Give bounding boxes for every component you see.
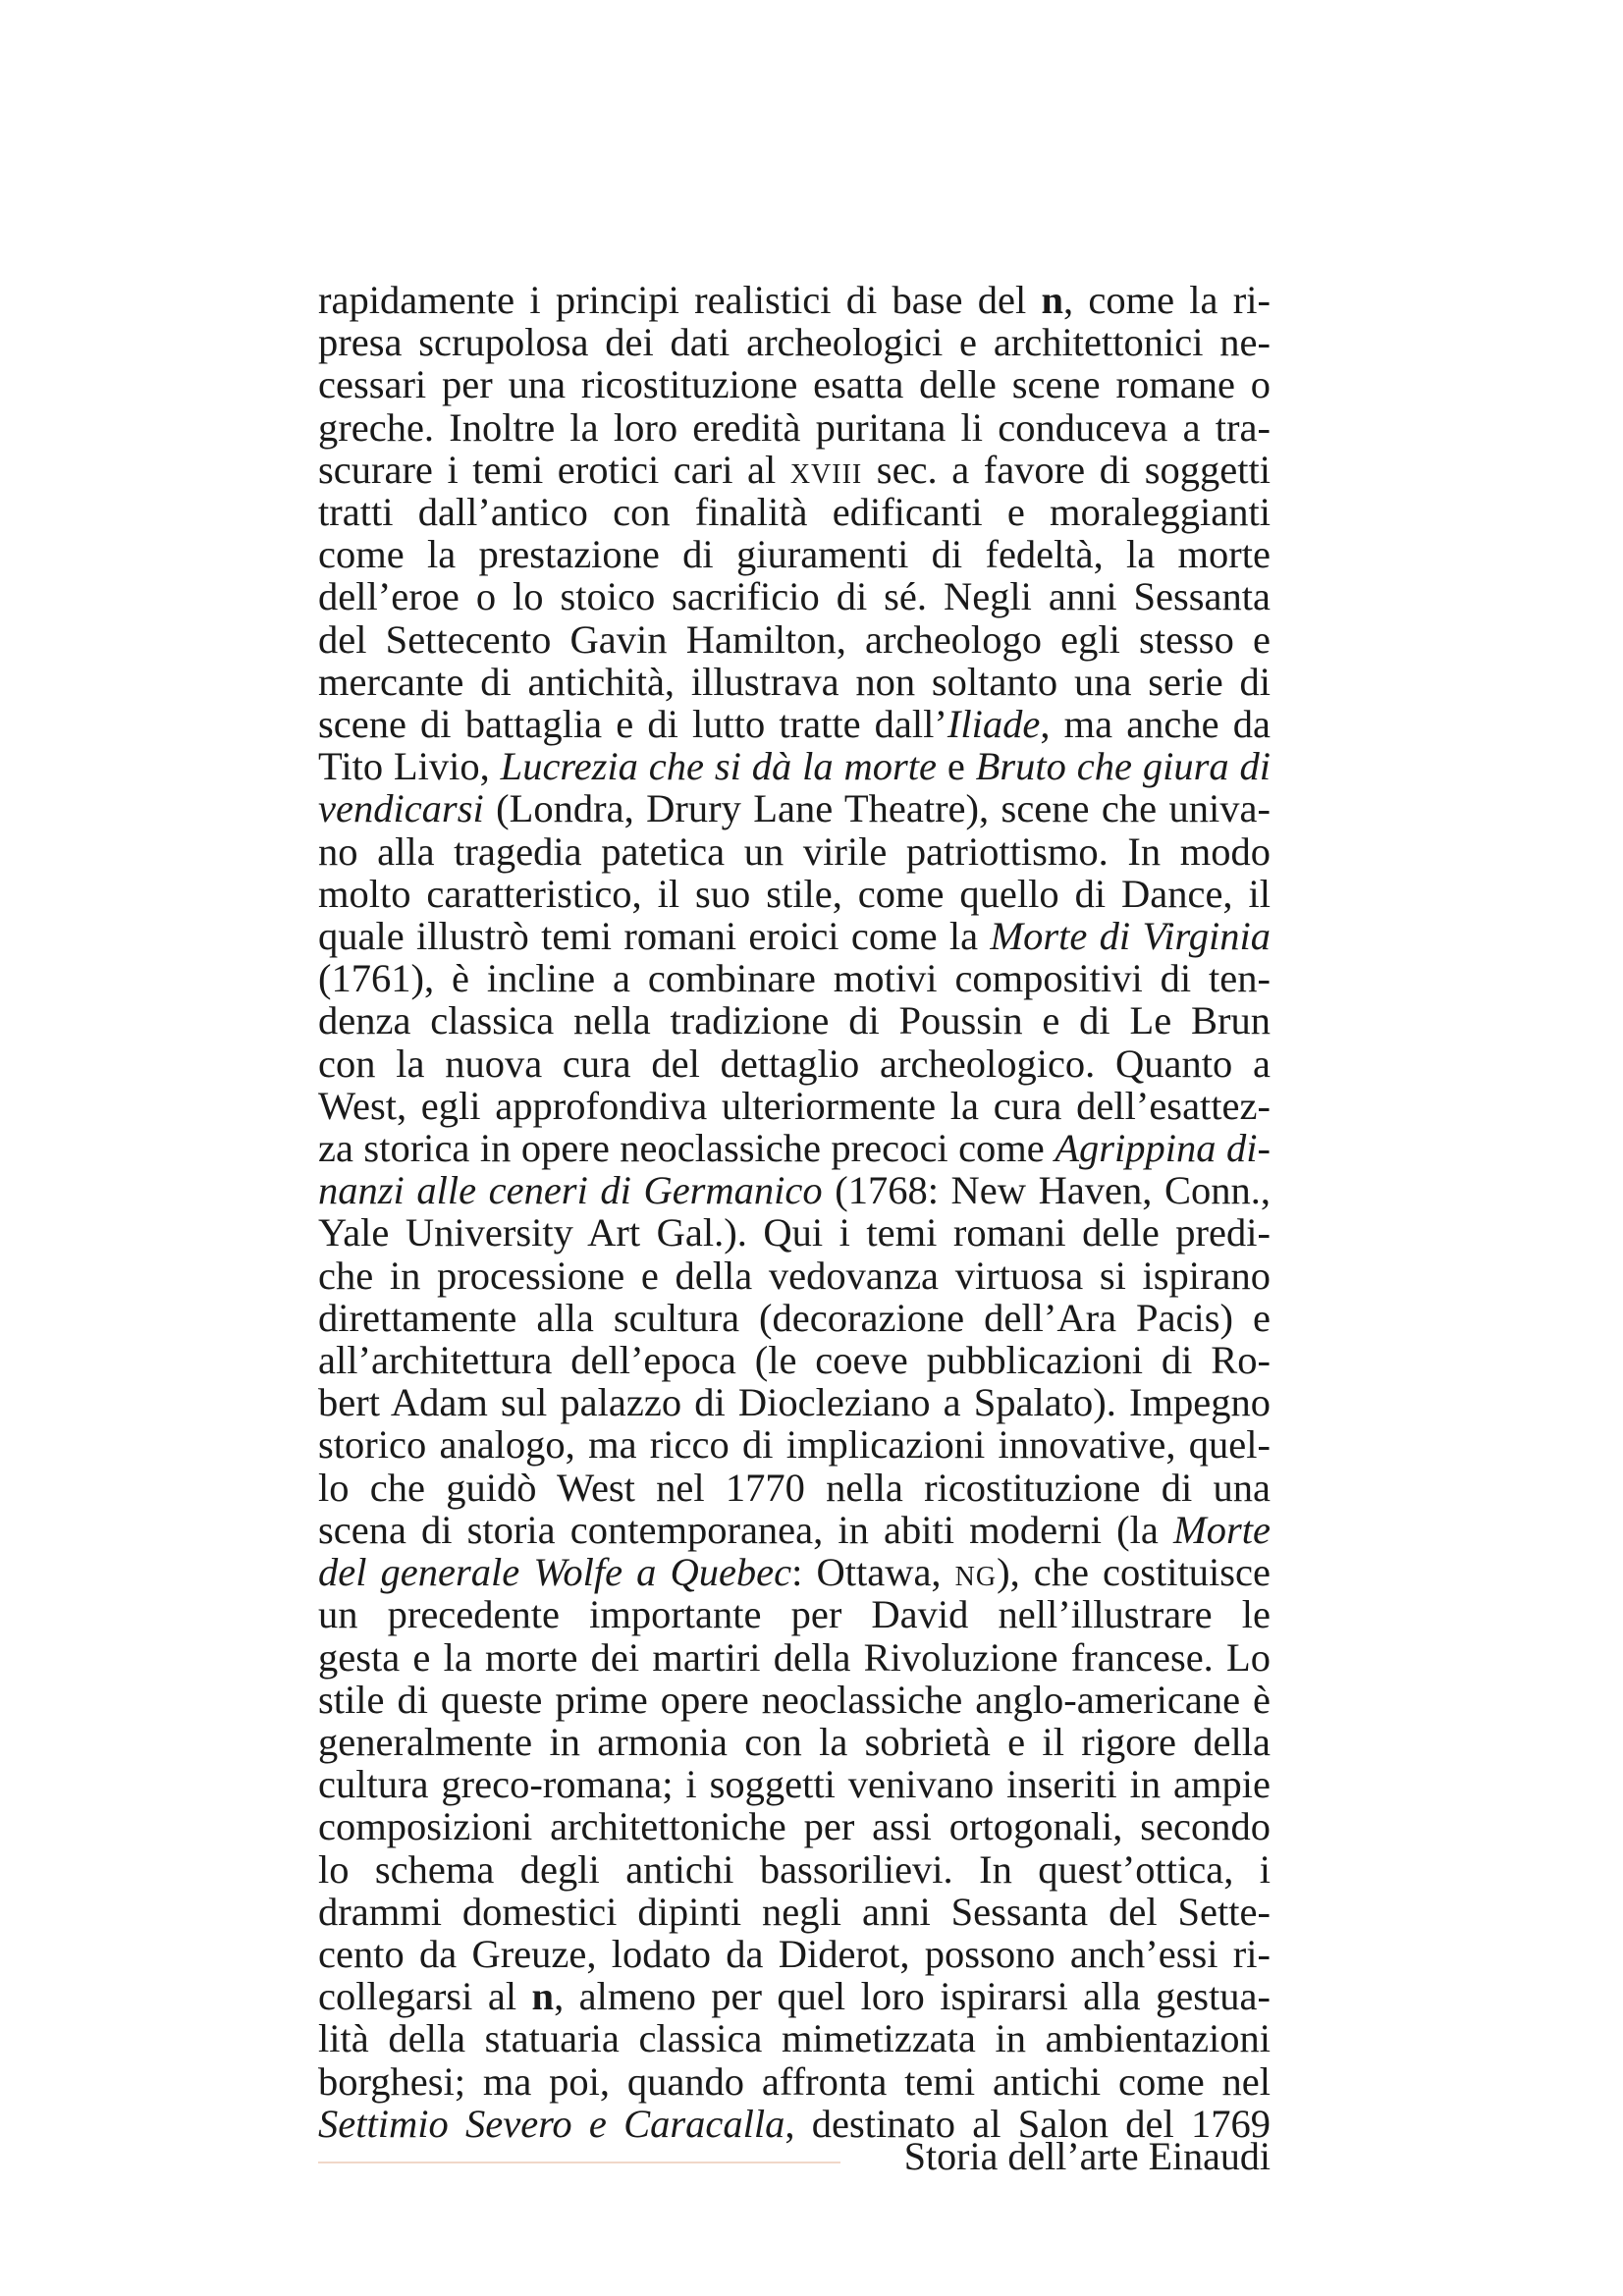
- italic-title: Agrippina di-: [1055, 1126, 1271, 1171]
- text-line: [318, 1679, 1271, 1721]
- text-line: [318, 915, 1271, 957]
- text-line: [318, 957, 1271, 999]
- text-line: [318, 1381, 1271, 1423]
- bold-term: n: [531, 1974, 555, 2019]
- text-line: [318, 745, 1271, 787]
- text-run: greche. Inoltre la loro eredità puritana li conduceva a tra-: [318, 404, 1271, 450]
- text-run: borghesi; ma poi, quando affronta temi antichi come nel: [318, 2058, 1271, 2104]
- text-line: [318, 1042, 1271, 1085]
- text-run: scena di storia contemporanea, in abiti moderni (la: [318, 1507, 1174, 1552]
- italic-title: Iliade: [947, 702, 1041, 747]
- text-line: [318, 321, 1271, 363]
- text-run: , come la ri-: [1062, 278, 1271, 322]
- text-line: [318, 2017, 1271, 2059]
- text-line: [318, 575, 1271, 617]
- text-run: West, egli approfondiva ulteriormente la cura dell’esattez-: [318, 1083, 1271, 1128]
- text-run: bert Adam sul palazzo di Diocleziano a Spalato). Impegno: [318, 1380, 1271, 1425]
- text-line: [318, 1509, 1271, 1551]
- text-run: stile di queste prime opere neoclassiche anglo-americane è: [318, 1677, 1271, 1722]
- text-run: sec. a favore di soggetti: [862, 447, 1271, 492]
- text-run: dell’eroe o lo stoico sacrificio di sé. Negli anni Sessanta: [318, 574, 1271, 619]
- text-run: za storica in opere neoclassiche precoci come: [318, 1126, 1055, 1171]
- text-run: lo che guidò West nel 1770 nella ricostituzione di una: [318, 1465, 1271, 1510]
- text-run: (1761), è incline a combinare motivi compositivi di ten-: [318, 956, 1271, 1001]
- text-run: cultura greco-romana; i soggetti venivano inseriti in ampie: [318, 1762, 1271, 1807]
- text-line: [318, 1551, 1271, 1593]
- text-run: presa scrupolosa dei dati archeologici e architettonici ne-: [318, 320, 1271, 365]
- text-line: [318, 1848, 1271, 1891]
- text-run: all’architettura dell’epoca (le coeve pubblicazioni di Ro-: [318, 1338, 1271, 1383]
- bold-term: n: [1041, 278, 1063, 322]
- italic-title: nanzi alle ceneri di Germanico: [318, 1168, 823, 1213]
- text-line: [318, 1255, 1271, 1297]
- text-run: con la nuova cura del dettaglio archeologico. Quanto a: [318, 1041, 1271, 1086]
- text-line: [318, 1467, 1271, 1509]
- text-run: (Londra, Drury Lane Theatre), scene che univa-: [483, 786, 1271, 831]
- text-line: [318, 1339, 1271, 1381]
- text-run: mercante di antichità, illustrava non soltanto una serie di: [318, 659, 1271, 704]
- text-line: [318, 491, 1271, 533]
- italic-title: Morte: [1173, 1507, 1271, 1552]
- text-line: [318, 1423, 1271, 1466]
- text-run: scene di battaglia e di lutto tratte dall’: [318, 702, 947, 747]
- text-line: [318, 830, 1271, 873]
- text-run: Tito Livio,: [318, 744, 501, 789]
- text-line: [318, 1593, 1271, 1635]
- text-run: no alla tragedia patetica un virile patriottismo. In modo: [318, 828, 1271, 874]
- text-run: , destinato al Salon del 1769: [784, 2101, 1271, 2146]
- text-run: come la prestazione di giuramenti di fedeltà, la morte: [318, 532, 1271, 577]
- text-run: ), che costituisce: [997, 1550, 1271, 1595]
- text-line: [318, 1169, 1271, 1211]
- text-run: generalmente in armonia con la sobrietà e il rigore della: [318, 1719, 1271, 1764]
- text-line: [318, 1721, 1271, 1763]
- text-line: [318, 2060, 1271, 2103]
- text-line: [318, 279, 1271, 321]
- text-run: Yale University Art Gal.). Qui i temi romani delle predi-: [318, 1210, 1271, 1255]
- italic-title: Bruto che giura di: [975, 744, 1271, 789]
- text-run: del Settecento Gavin Hamilton, archeologo egli stesso e: [318, 616, 1271, 662]
- text-run: denza classica nella tradizione di Poussin e di Le Brun: [318, 998, 1271, 1043]
- text-line: [318, 999, 1271, 1041]
- text-run: , ma anche da: [1040, 702, 1271, 747]
- text-run: (1768: New Haven, Conn.,: [822, 1168, 1271, 1213]
- footer-rule: [318, 2162, 840, 2163]
- text-line: [318, 873, 1271, 915]
- text-run: un precedente importante per David nell’illustrare le: [318, 1592, 1271, 1637]
- text-line: [318, 406, 1271, 449]
- text-run: tratti dall’antico con finalità edificanti e moraleggianti: [318, 490, 1271, 535]
- text-run: gesta e la morte dei martiri della Rivoluzione francese. Lo: [318, 1634, 1271, 1680]
- text-run: lità della statuaria classica mimetizzata in ambientazioni: [318, 2016, 1271, 2061]
- text-line: [318, 618, 1271, 661]
- text-line: [318, 1297, 1271, 1339]
- italic-title: vendicarsi: [318, 786, 484, 831]
- text-line: [318, 1127, 1271, 1169]
- text-run: storico analogo, ma ricco di implicazioni innovative, quel-: [318, 1422, 1271, 1468]
- italic-title: Morte di Virginia: [990, 914, 1271, 959]
- text-run: collegarsi al: [318, 1974, 532, 2019]
- text-run: che in processione e della vedovanza virtuosa si ispirano: [318, 1253, 1271, 1298]
- italic-title: Lucrezia che si dà la morte: [500, 744, 937, 789]
- text-run: xviii: [789, 447, 863, 492]
- text-run: scurare i temi erotici cari al: [318, 447, 790, 492]
- text-line: [318, 1211, 1271, 1254]
- body-text: [318, 279, 1271, 2145]
- text-run: lo schema degli antichi bassorilievi. In quest’ottica, i: [318, 1846, 1271, 1892]
- text-line: [318, 533, 1271, 575]
- footer-title: Storia dell’arte Einaudi: [903, 2134, 1271, 2178]
- text-line: [318, 661, 1271, 703]
- text-run: e: [936, 744, 976, 789]
- italic-title: del generale Wolfe a Quebec: [318, 1550, 792, 1595]
- italic-title: Settimio Severo e Caracalla: [318, 2101, 785, 2146]
- text-line: [318, 1891, 1271, 1933]
- text-run: drammi domestici dipinti negli anni Sessanta del Sette-: [318, 1889, 1271, 1934]
- text-run: : Ottawa,: [791, 1550, 955, 1595]
- text-run: , almeno per quel loro ispirarsi alla gestua-: [554, 1974, 1271, 2019]
- text-line: [318, 1805, 1271, 1847]
- text-run: rapidamente i principi realistici di base del: [318, 278, 1042, 322]
- text-line: [318, 449, 1271, 491]
- text-run: direttamente alla scultura (decorazione dell’Ara Pacis) e: [318, 1295, 1271, 1340]
- text-line: [318, 1085, 1271, 1127]
- text-run: cento da Greuze, lodato da Diderot, possono anch’essi ri-: [318, 1931, 1271, 1976]
- text-line: [318, 787, 1271, 829]
- text-line: [318, 363, 1271, 405]
- text-run: cessari per una ricostituzione esatta delle scene romane o: [318, 362, 1271, 407]
- text-run: composizioni architettoniche per assi ortogonali, secondo: [318, 1804, 1271, 1849]
- text-line: [318, 703, 1271, 745]
- text-run: molto caratteristico, il suo stile, come quello di Dance, il: [318, 871, 1271, 916]
- page-footer: [318, 2132, 1271, 2191]
- text-run: ng: [954, 1550, 998, 1595]
- text-line: [318, 1636, 1271, 1679]
- text-run: quale illustrò temi romani eroici come la: [318, 914, 991, 959]
- text-line: [318, 1975, 1271, 2017]
- text-line: [318, 1763, 1271, 1805]
- text-line: [318, 1933, 1271, 1975]
